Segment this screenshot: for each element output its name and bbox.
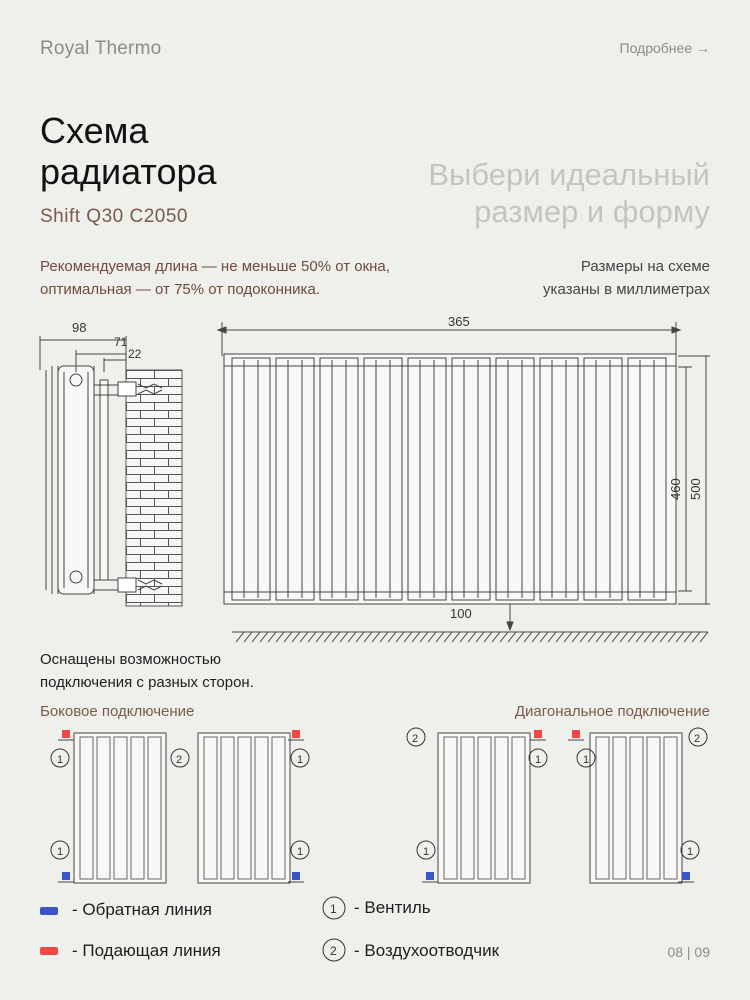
recommendation-line-2: оптимальная — от 75% от подоконника. [40,281,320,298]
slogan-line-2: размер и форму [474,194,710,229]
valve-marker: 1 [57,754,64,766]
connection-note [40,648,254,694]
dim-floor-gap: 100 [450,606,472,621]
supply-line-label: - Подающая линия [72,941,221,960]
dim-height: 500 [688,478,703,500]
return-line-swatch [40,907,58,915]
valve-marker: 1 [583,754,590,766]
model-name: Shift Q30 C2050 [40,206,188,227]
front-view [218,322,710,642]
title-line-2: радиатора [40,151,217,192]
brand-logo: Royal Thermo [40,38,162,59]
connection-schemes [58,730,694,883]
air-vent-marker: 2 [412,733,419,745]
page-number: 08 | 09 [667,944,710,960]
units-line-2: указаны в миллиметрах [543,281,710,298]
title-line-1: Схема [40,110,149,151]
side-view [40,336,182,606]
air-vent-label: - Воздухоотводчик [354,941,500,960]
units-line-1: Размеры на схеме [580,258,710,275]
valve-marker: 1 [297,846,304,858]
valve-legend-number: 1 [330,902,337,916]
air-vent-marker: 2 [176,754,183,766]
connection-note-line-1: Оснащены возможностью [40,651,221,668]
air-vent-marker: 2 [694,733,701,745]
dim-axis-offset: 71 [114,335,128,349]
slogan-line-1: Выбери идеальный [428,157,710,192]
valve-marker: 1 [297,754,304,766]
dim-wall-gap: 22 [128,347,142,361]
side-connection-label: Боковое подключение [40,703,195,720]
connection-note-line-2: подключения с разных сторон. [40,674,254,691]
more-link[interactable]: Подробнее → [619,40,710,56]
valve-label: - Вентиль [354,898,431,917]
dim-depth-total: 98 [72,320,87,335]
dim-width: 365 [448,314,470,329]
diagonal-connection-label: Диагональное подключение [514,703,710,720]
valve-marker: 1 [423,846,430,858]
valve-marker: 1 [687,846,694,858]
supply-line-swatch [40,947,58,955]
return-line-label: - Обратная линия [72,900,212,919]
valve-marker: 1 [535,754,542,766]
recommendation-line-1: Рекомендуемая длина — не меньше 50% от окна, [40,258,390,275]
valve-marker: 1 [57,846,64,858]
air-vent-legend-number: 2 [330,944,337,958]
dim-axis-height: 460 [668,478,683,500]
